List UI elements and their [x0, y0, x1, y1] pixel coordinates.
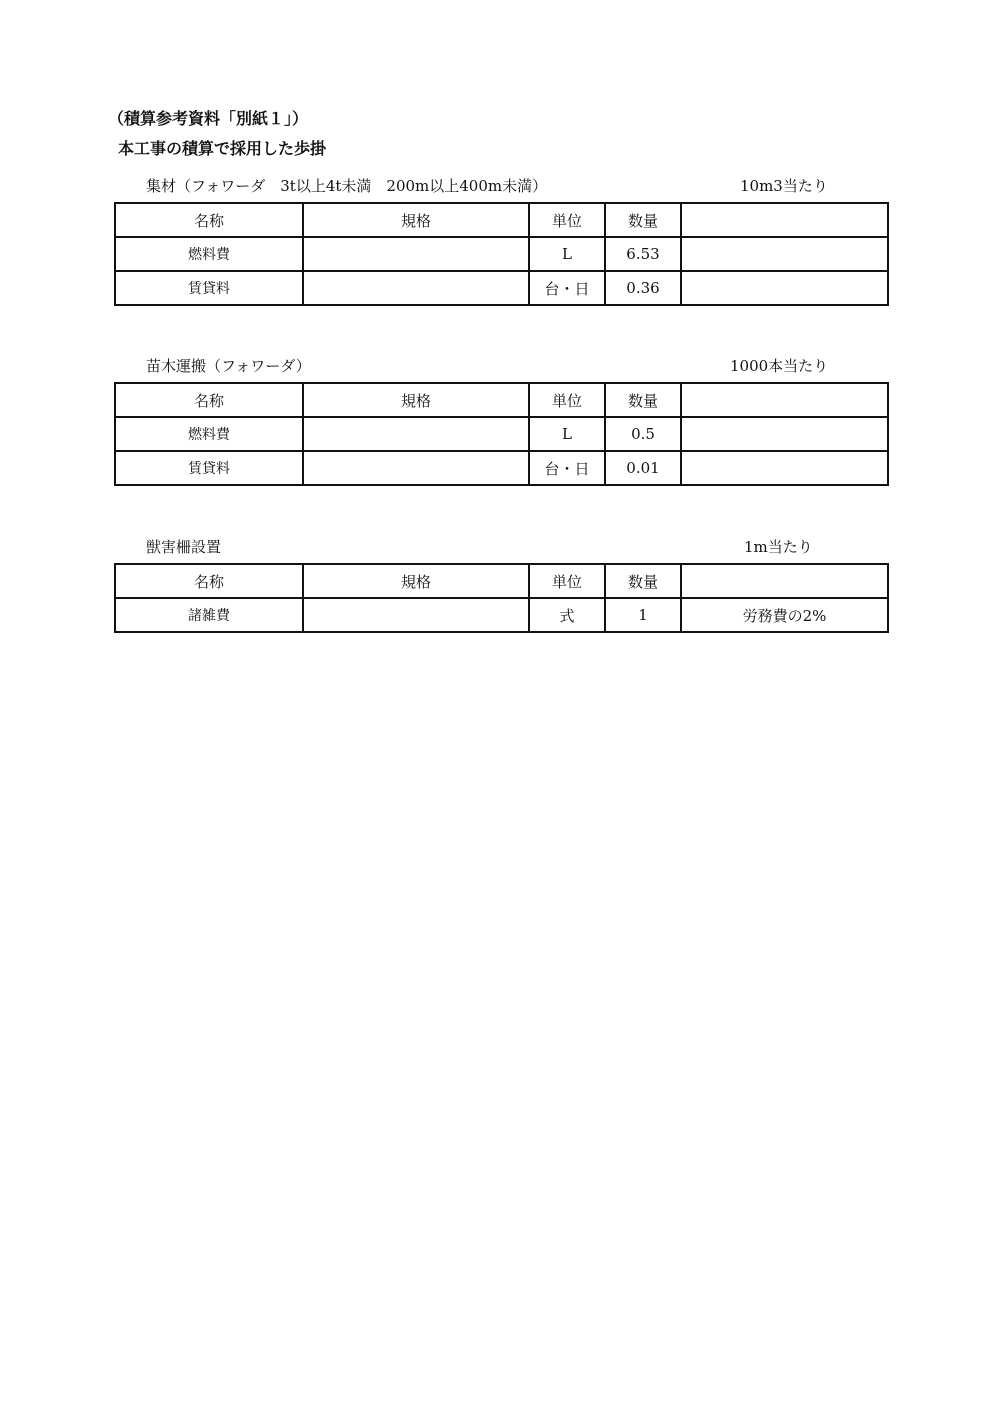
table-row	[115, 598, 888, 632]
section-unit-basis: 10m3当たり	[740, 177, 828, 195]
row-spec	[303, 271, 529, 305]
row-name: 賃貸料	[115, 271, 303, 305]
row-unit: 台・日	[529, 451, 605, 485]
column-header-unit: 単位	[529, 564, 605, 598]
section-header	[114, 356, 887, 382]
table-row	[115, 417, 888, 451]
steps-table	[114, 563, 889, 633]
column-header-spec: 規格	[303, 383, 529, 417]
section-animal-fence	[114, 537, 887, 633]
row-name: 燃料費	[115, 237, 303, 271]
section-name: 集材（フォワーダ 3t以上4t未満 200m以上400m未満）	[146, 177, 548, 195]
column-header-note	[681, 383, 888, 417]
document-subtitle: 本工事の積算で採用した歩掛	[118, 139, 327, 158]
row-name: 諸雑費	[115, 598, 303, 632]
row-quantity: 0.01	[605, 451, 681, 485]
row-note	[681, 451, 888, 485]
section-collection	[114, 176, 887, 306]
table-row	[115, 271, 888, 305]
table-header-row	[115, 383, 888, 417]
row-unit: L	[529, 237, 605, 271]
section-unit-basis: 1000本当たり	[730, 357, 829, 375]
row-name: 燃料費	[115, 417, 303, 451]
row-note: 労務費の2%	[681, 598, 888, 632]
row-note	[681, 237, 888, 271]
column-header-quantity: 数量	[605, 564, 681, 598]
column-header-note	[681, 564, 888, 598]
section-header	[114, 176, 887, 202]
column-header-unit: 単位	[529, 203, 605, 237]
table-header-row	[115, 203, 888, 237]
row-note	[681, 271, 888, 305]
row-spec	[303, 237, 529, 271]
row-quantity: 1	[605, 598, 681, 632]
column-header-unit: 単位	[529, 383, 605, 417]
steps-table	[114, 382, 889, 486]
row-spec	[303, 417, 529, 451]
column-header-name: 名称	[115, 383, 303, 417]
table-row	[115, 451, 888, 485]
table-header-row	[115, 564, 888, 598]
row-unit: L	[529, 417, 605, 451]
document-title: （積算参考資料「別紙１」）	[108, 109, 309, 128]
row-quantity: 0.5	[605, 417, 681, 451]
row-spec	[303, 598, 529, 632]
row-name: 賃貸料	[115, 451, 303, 485]
column-header-name: 名称	[115, 203, 303, 237]
section-unit-basis: 1m当たり	[744, 538, 813, 556]
row-spec	[303, 451, 529, 485]
row-quantity: 6.53	[605, 237, 681, 271]
section-seedling-transport	[114, 356, 887, 486]
row-unit: 式	[529, 598, 605, 632]
row-note	[681, 417, 888, 451]
column-header-note	[681, 203, 888, 237]
column-header-spec: 規格	[303, 564, 529, 598]
column-header-quantity: 数量	[605, 383, 681, 417]
section-header	[114, 537, 887, 563]
column-header-quantity: 数量	[605, 203, 681, 237]
row-quantity: 0.36	[605, 271, 681, 305]
table-row	[115, 237, 888, 271]
column-header-spec: 規格	[303, 203, 529, 237]
column-header-name: 名称	[115, 564, 303, 598]
row-unit: 台・日	[529, 271, 605, 305]
section-name: 苗木運搬（フォワーダ）	[146, 357, 311, 375]
section-name: 獣害柵設置	[146, 538, 222, 556]
steps-table	[114, 202, 889, 306]
